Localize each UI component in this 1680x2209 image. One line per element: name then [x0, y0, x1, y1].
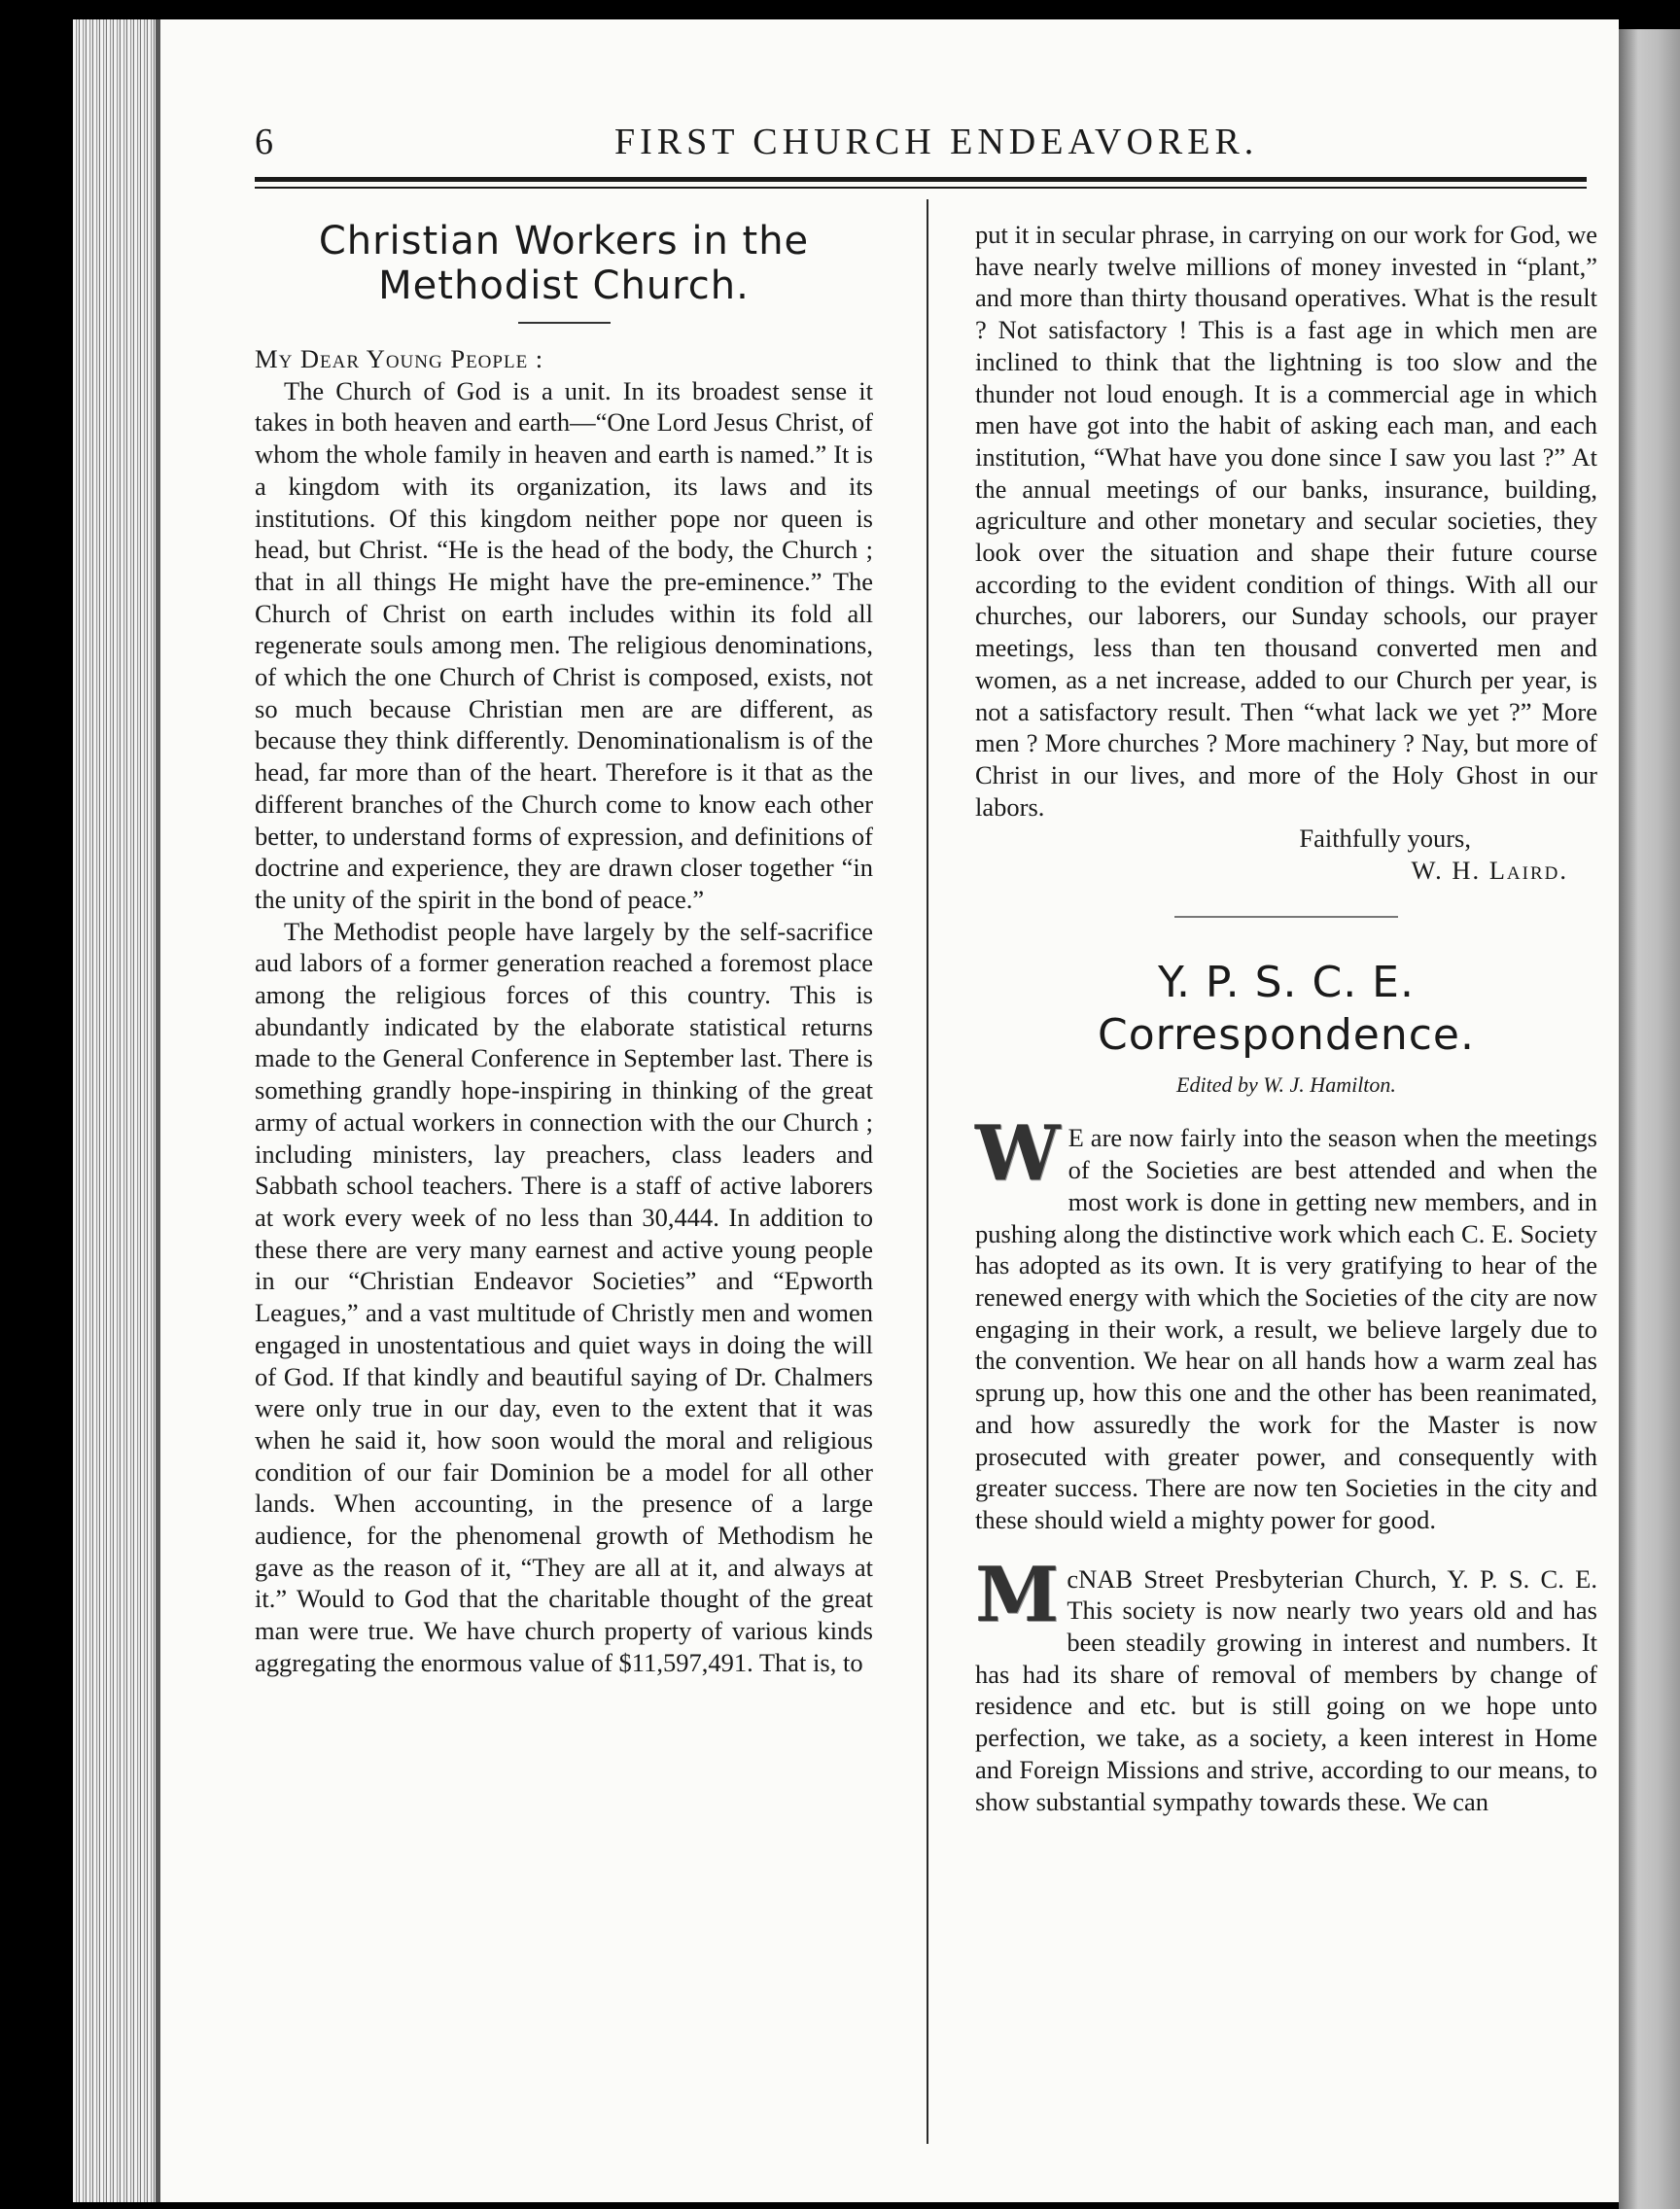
drop-cap: M	[975, 1550, 1060, 1639]
header-rule-thin	[255, 187, 1587, 189]
page-header	[255, 115, 1587, 163]
section-rule	[1174, 916, 1398, 918]
article-paragraph: The Methodist people have largely by the self-sacrifice aud labors of a former generation reached a foremost place among the religious forces of this country. This is abundantly indicated by the elaborate statistical returns made to the General Conference in September last. There is something grandly hope-inspiring in thinking of the great army of actual workers in connection with the our Church ; including ministers, lay preachers, class leaders and Sabbath school teachers. There is a staff of active laborers at work every week of no less than 30,444. In addition to these there are very many earnest and active young people in our “Christian Endeavor Societies” and “Epworth Leagues,” and a vast multitude of Christly men and women engaged in unostentatious and quiet ways in doing the will of God. If that kindly and beautiful saying of Dr. Chalmers were only true in our day, even to the extent that it was when he said it, how soon would the moral and religious condition of our fair Dominion be a model for all other lands. When accounting, in the presence of a large audience, for the phenomenal growth of Methodism he gave as the reason of it, “They are all at it, and always at it.” Would to God that the charitable thought of the great man were true. We have church property of various kinds aggregating the enormous value of $11,597,491. That is, to	[255, 916, 873, 1677]
signature: W. H. Laird.	[1411, 856, 1568, 886]
right-column	[975, 219, 1597, 1817]
publication-title: FIRST CHURCH ENDEAVORER.	[614, 122, 1259, 162]
correspondence-paragraph	[975, 1550, 1597, 1818]
left-column	[255, 219, 873, 1679]
page-edge	[1619, 29, 1680, 2209]
paragraph-text: cNAB Street Presbyterian Church, Y. P. S. C. E. This society is now nearly two years old and has been steadily growing in interest and numbers. It has had its share of removal of members by change of residence and etc. but is still going on we hope unto perfection, we take, as a society, a keen interest in Home and Foreign Missions and strive, according to our means, to show substantial sympathy towards these. We can	[975, 1563, 1597, 1816]
header-rule	[255, 177, 1587, 182]
paragraph-text: E are now fairly into the season when the meetings of the Societies are best attended and when the most work is done in getting new members, and in pushing along the distinctive work which each C. E. Society has adopted as its own. It is very gratifying to hear of the renewed energy with which the Societies of the city are now engaging in their work, a result, we believe largely due to the convention. We hear on all hands how a warm zeal has sprung up, how this one and the other has been reanimated, and how assuredly the work for the Master is now prosecuted with greater power, and consequently with greater success. There are now ten Societies in the city and these should wield a mighty power for good.	[975, 1123, 1597, 1534]
closing: Faithfully yours,	[1299, 824, 1471, 854]
section-title: Y. P. S. C. E. Correspondence.	[1098, 957, 1475, 1060]
drop-cap: W	[975, 1109, 1061, 1199]
article-paragraph: The Church of God is a unit. In its broadest sense it takes in both heaven and earth—“One Lord Jesus Christ, of whom the whole family in heaven and earth is named.” It is a kingdom with its organization, its laws and its institutions. Of this kingdom neither pope nor queen is head, but Christ. “He is the head of the body, the Church ; that in all things He might have the pre-eminence.” The Church of Christ on earth includes within its fold all regenerate souls among men. The religious denominations, of which the one Church of Christ is composed, exists, not so much because Christian men are are different, as because they think differently. Denominationalism is of the head, far more than of the heart. Therefore is it that as the different branches of the Church come to know each other better, to understand forms of expression, and definitions of doctrine and experience, they are drawn closer together “in the unity of the spirit in the bond of peace.”	[255, 375, 873, 914]
page-number: 6	[255, 122, 276, 162]
correspondence-paragraph	[975, 1109, 1597, 1535]
title-rule	[518, 322, 611, 324]
article-paragraph: put it in secular phrase, in carrying on our work for God, we have nearly twelve millions of money invested in “plant,” and more than thirty thousand operatives. What is the result ? Not satisfactory ! This is a fast age in which men are inclined to think that the lightning is too slow and the thunder not loud enough. It is a commercial age in which men have got into the habit of asking each man, and each institution, “What have you done since I saw you last ?” At the annual meetings of our banks, insurance, building, agriculture and other monetary and secular societies, they look over the situation and shape their future course according to the evident condition of things. With all our churches, our laborers, our Sunday schools, our prayer meetings, less than ten thousand converted men and women, as a net increase, added to our Church per year, is not a satisfactory result. Then “what lack we yet ?” More men ? More churches ? More machinery ? Nay, but more of Christ in our lives, and more of the Holy Ghost in our labors.	[975, 220, 1597, 822]
salutation: My Dear Young People :	[255, 344, 544, 373]
book-spine	[73, 19, 160, 2202]
editor-credit: Edited by W. J. Hamilton.	[1176, 1071, 1396, 1097]
column-divider	[927, 199, 928, 2144]
article-title: Christian Workers in the Methodist Church.	[318, 219, 810, 308]
